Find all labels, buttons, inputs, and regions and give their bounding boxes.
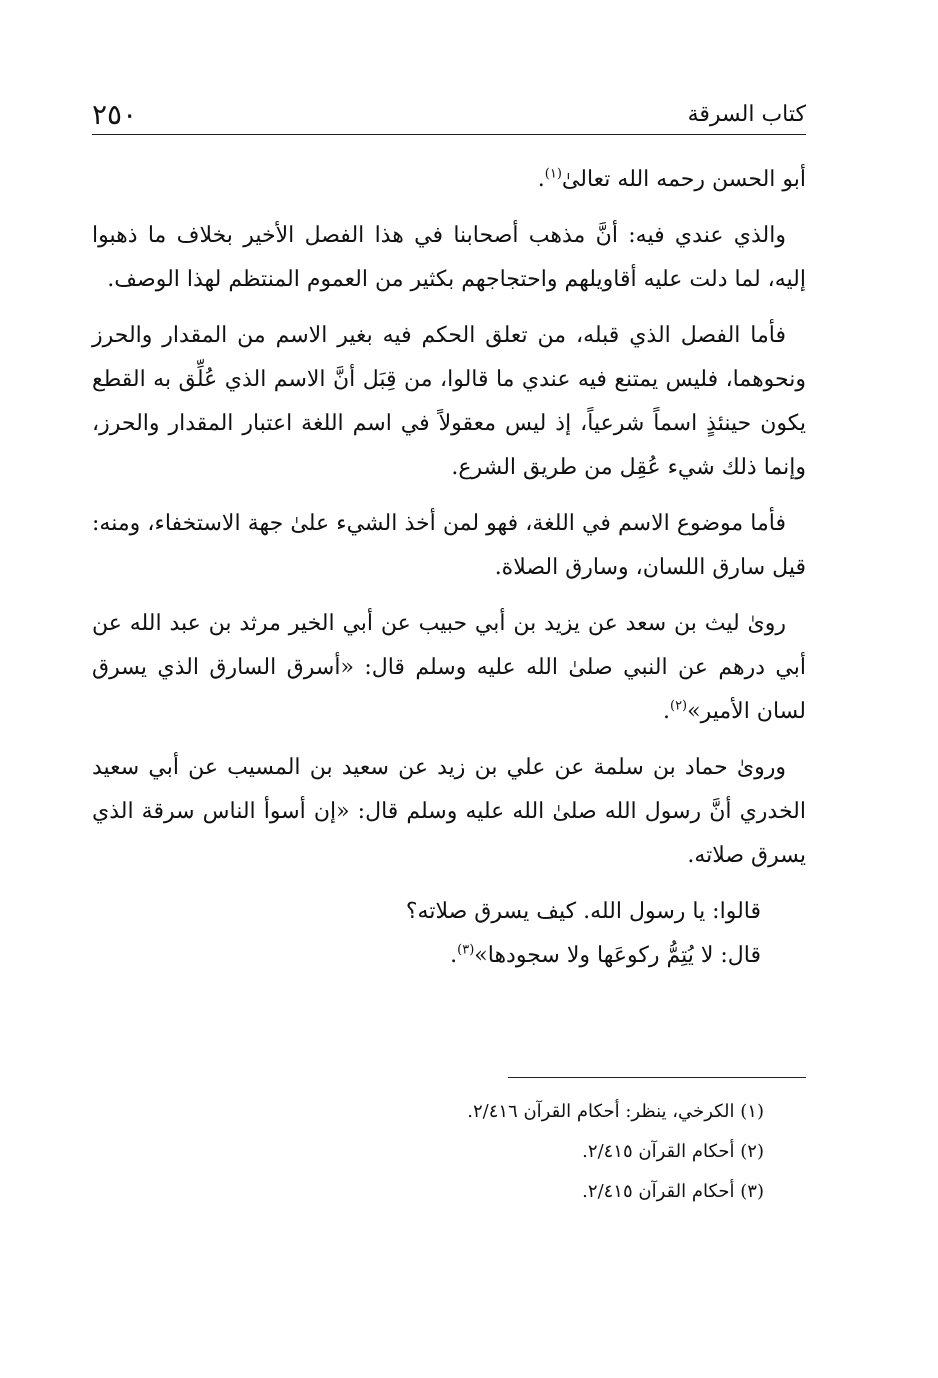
paragraph-5: روىٰ ليث بن سعد عن يزيد بن أبي حبيب عن أبي الخير مرثد بن عبد الله عن أبي درهم عن النبي صلىٰ الله عليه وسلم قال: «أسرق السارق الذي يسرق لسان الأمير»$^{(٢)}$. [92, 611, 806, 724]
footnote-separator [508, 1077, 806, 1078]
paragraph-4: فأما موضوع الاسم في اللغة، فهو لمن أخذ الشيء علىٰ جهة الاستخفاء، ومنه: قيل سارق اللسان، وسارق الصلاة. [92, 511, 806, 580]
paragraph-3: فأما الفصل الذي قبله، من تعلق الحكم فيه بغير الاسم من المقدار والحرز ونحوهما، فليس يمتنع فيه عندي ما قالوا، من قِبَل أنَّ الاسم الذي عُلِّق به القطع يكون حينئذٍ اسماً شرعياً، إذ ليس معقولاً في اسم اللغة اعتبار المقدار والحرز، وإنما ذلك شيء عُقِل من طريق الشرع. [92, 323, 806, 480]
footnote-ref-1: (١) [544, 166, 562, 182]
footnotes [92, 1092, 806, 1212]
page-header [92, 96, 806, 135]
footnote-ref-2: (٢) [669, 698, 688, 714]
footnote-1: (١) الكرخي، ينظر: أحكام القرآن ٢/٤١٦. [467, 1101, 764, 1122]
dialog-line-1: قالوا: يا رسول الله. كيف يسرق صلاته؟ [405, 899, 761, 924]
dialog-line-2: قال: لا يُتِمُّ ركوعَها ولا سجودها»$^{(٣)}$. [450, 942, 761, 968]
running-head: كتاب السرقة [687, 102, 806, 127]
paragraph-2: والذي عندي فيه: أنَّ مذهب أصحابنا في هذا الفصل الأخير بخلاف ما ذهبوا إليه، لما دلت عليه أقاويلهم واحتجاجهم بكثير من العموم المنتظم لهذا الوصف. [92, 223, 806, 292]
page-number: ٢٥٠ [92, 98, 138, 131]
paragraph-1: أبو الحسن رحمه الله تعالىٰ$^{(١)}$. [537, 166, 806, 192]
footnote-2: (٢) أحكام القرآن ٢/٤١٥. [582, 1141, 764, 1162]
paragraph-6: وروىٰ حماد بن سلمة عن علي بن زيد عن سعيد بن المسيب عن أبي سعيد الخدري أنَّ رسول الله صلىٰ الله عليه وسلم قال: «إن أسوأ الناس سرقة الذي يسرق صلاته. [92, 755, 806, 868]
footnote-ref-3: (٣) [457, 942, 475, 958]
page-body [92, 158, 806, 978]
footnote-3: (٣) أحكام القرآن ٢/٤١٥. [582, 1181, 764, 1202]
